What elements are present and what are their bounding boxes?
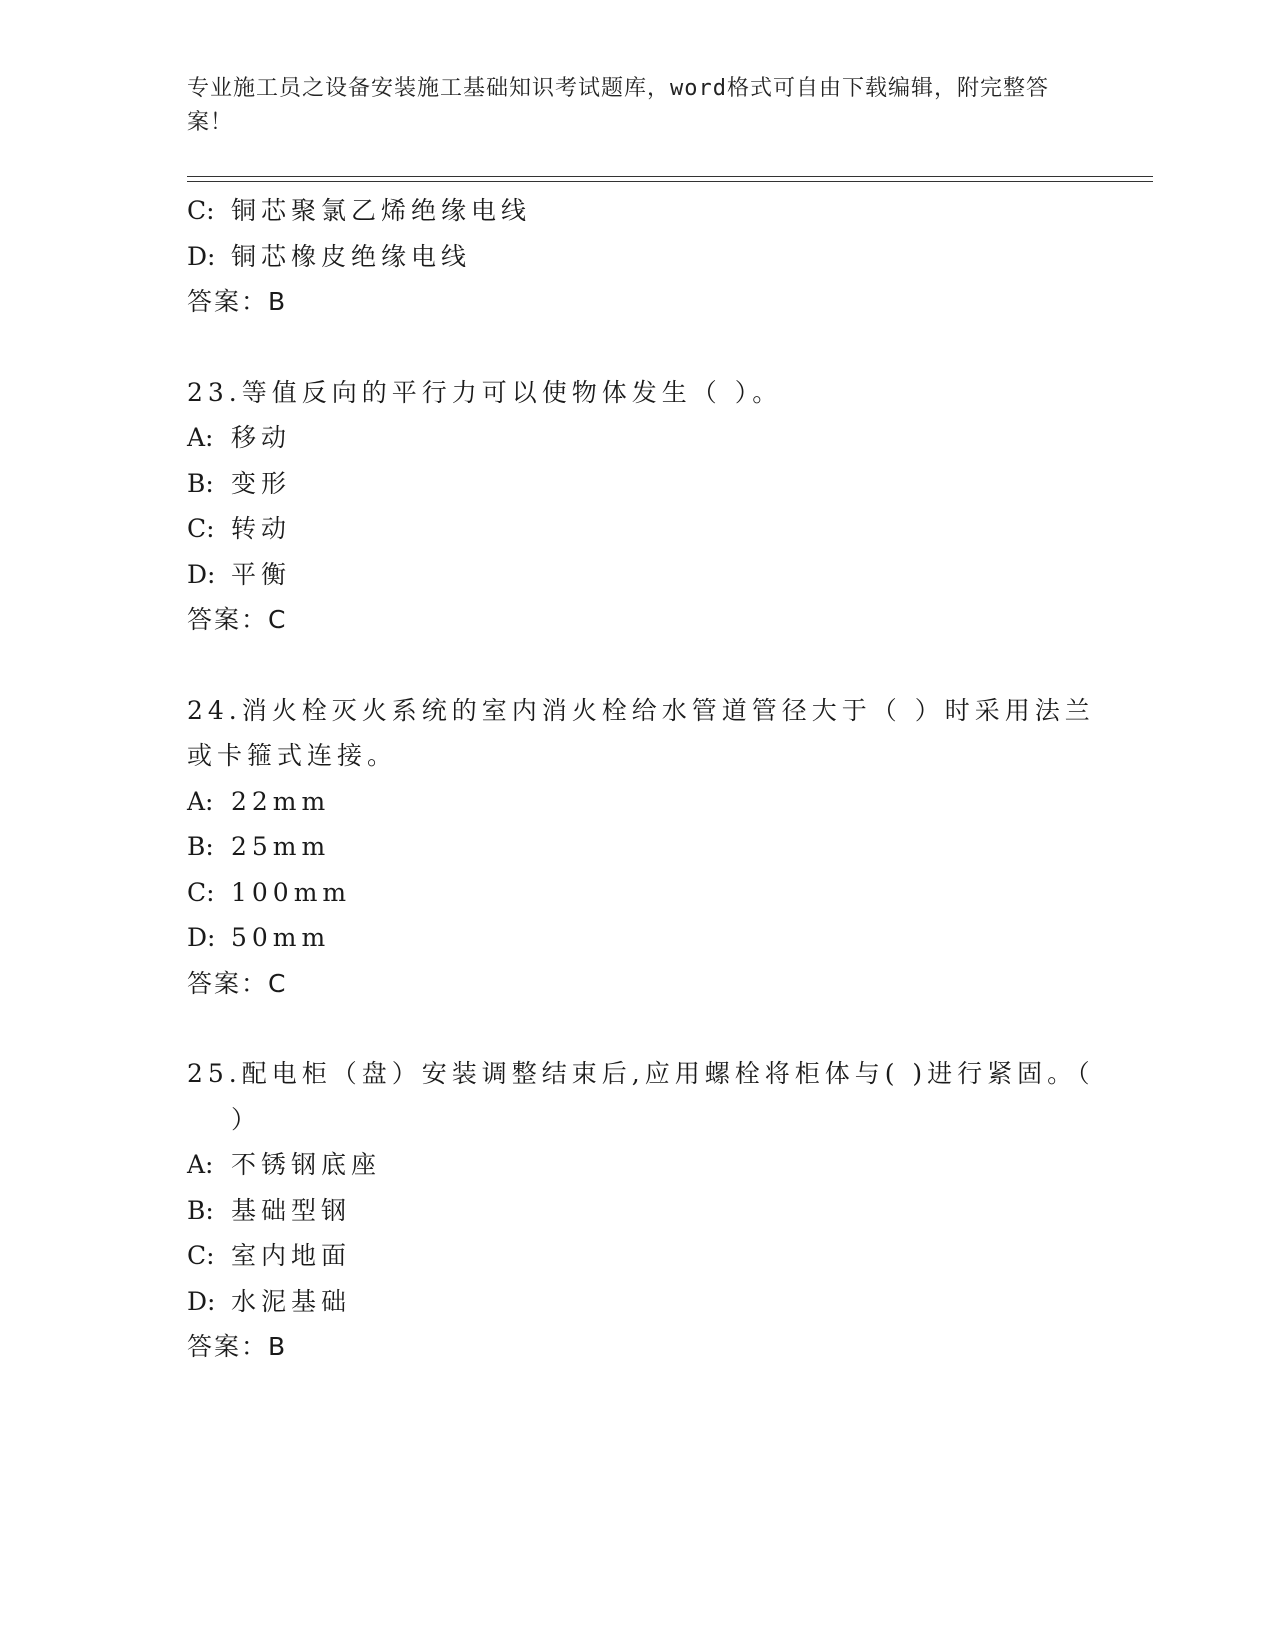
spacer <box>187 325 1067 370</box>
answer-line: 答案：C <box>187 968 288 998</box>
option-letter: A: <box>187 1150 214 1179</box>
option-text: 100mm <box>231 877 352 907</box>
option-line <box>187 188 1067 234</box>
option-text: 转动 <box>231 514 292 543</box>
answer-line: 答案：B <box>187 287 288 316</box>
option-letter: D: <box>187 559 216 589</box>
option-letter: C: <box>187 196 215 225</box>
option-letter: D: <box>187 1286 216 1316</box>
header-rule-top <box>187 176 1153 177</box>
option-text: 移动 <box>231 423 292 452</box>
option-line <box>187 461 1067 507</box>
option-line <box>187 915 1067 961</box>
option-text: 基础型钢 <box>231 1195 352 1225</box>
document-header: 专业施工员之设备安装施工基础知识考试题库，word格式可自由下载编辑，附完整答案！ <box>187 76 1049 135</box>
question-stem: 23.等值反向的平行力可以使物体发生（ ）。 <box>187 377 783 407</box>
option-letter: D: <box>187 241 216 271</box>
option-line <box>187 1142 1067 1188</box>
question-stem-line1: 24.消火栓灭火系统的室内消火栓给水管道管径大于（ ）时采用法兰 <box>187 695 1095 725</box>
question-stem-line2: 或卡箍式连接。 <box>187 741 398 770</box>
option-line <box>187 415 1067 461</box>
option-letter: C: <box>187 877 215 907</box>
option-text: 室内地面 <box>231 1241 352 1270</box>
option-text: 铜芯聚氯乙烯绝缘电线 <box>231 196 532 225</box>
answer-line: 答案：B <box>187 1332 288 1361</box>
option-letter: C: <box>187 514 215 543</box>
option-letter: C: <box>187 1241 215 1270</box>
header-rule-bottom <box>187 181 1153 182</box>
question-stem-line1: 25.配电柜（盘）安装调整结束后,应用螺栓将柜体与( )进行紧固。（ <box>187 1059 1095 1088</box>
option-line <box>187 870 1067 916</box>
option-letter: B: <box>187 1195 214 1225</box>
option-text: 水泥基础 <box>231 1286 352 1316</box>
option-letter: A: <box>187 786 214 816</box>
option-line <box>187 552 1067 598</box>
question-list <box>187 188 1095 1370</box>
option-text: 50mm <box>231 923 331 952</box>
option-line <box>187 234 1067 280</box>
option-text: 22mm <box>231 786 331 816</box>
option-line <box>187 1233 1067 1279</box>
option-line <box>187 779 1067 825</box>
question-stem-line2: ） <box>231 1104 262 1134</box>
option-text: 平衡 <box>231 559 292 589</box>
spacer <box>187 643 1067 688</box>
option-text: 25mm <box>231 832 331 861</box>
option-letter: B: <box>187 832 214 861</box>
option-text: 铜芯橡皮绝缘电线 <box>231 241 472 271</box>
spacer <box>187 1006 1067 1051</box>
option-text: 不锈钢底座 <box>231 1150 382 1179</box>
option-line <box>187 1279 1067 1325</box>
option-line <box>187 1188 1067 1234</box>
option-letter: B: <box>187 468 214 498</box>
option-letter: A: <box>187 423 214 452</box>
answer-line: 答案：C <box>187 605 288 634</box>
option-line <box>187 506 1067 552</box>
option-letter: D: <box>187 923 216 952</box>
option-line <box>187 824 1067 870</box>
option-text: 变形 <box>231 468 292 498</box>
